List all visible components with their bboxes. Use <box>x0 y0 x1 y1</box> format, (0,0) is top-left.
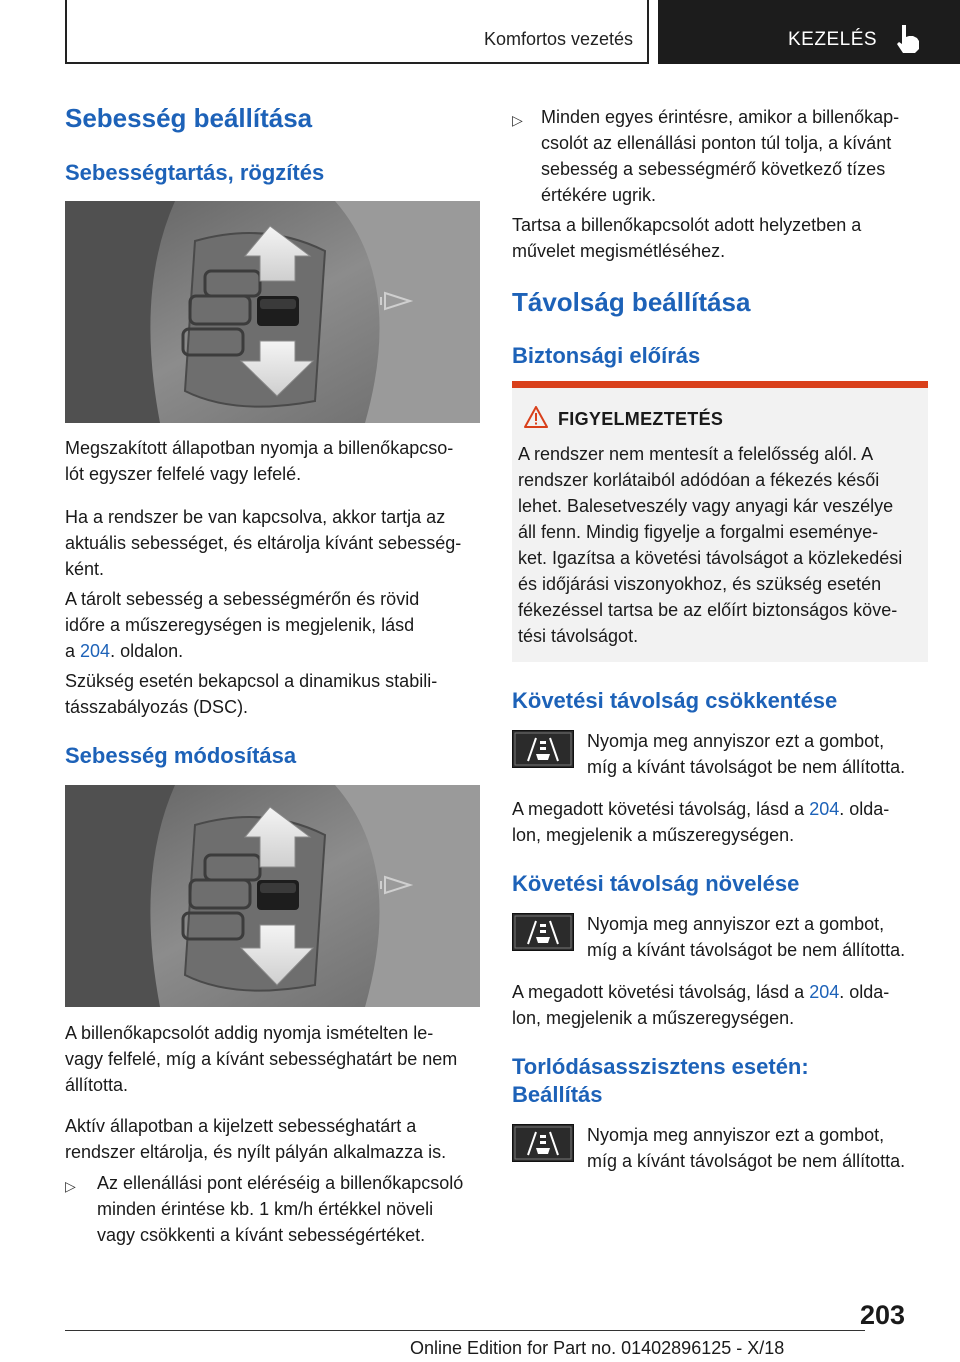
paragraph-stored-limit-line-2: rendszer eltárolja, és nyílt pályán alkalmazza is. <box>65 1142 447 1162</box>
ref-suffix: . olda- <box>839 799 890 819</box>
list-item-line-2: csolót az ellenállási ponton túl tolja, a kívánt <box>541 133 892 153</box>
distance-button-icon <box>512 730 574 768</box>
paragraph-ref-increase-line-2: lon, megjelenik a műszeregységen. <box>512 1008 795 1028</box>
page-number: 203 <box>860 1300 906 1330</box>
warning-line-7: fékezéssel tartsa be az előírt biztonságos köve- <box>518 600 898 620</box>
footer-divider <box>65 1330 865 1331</box>
header-section-title: Komfortos vezetés <box>483 29 633 49</box>
paragraph-dsc-line-2: tásszabályozás (DSC). <box>65 697 249 717</box>
paragraph-stored-suffix: . oldalon. <box>110 641 184 661</box>
paragraph-press-increase-line-2: míg a kívánt távolságot be nem állította. <box>587 940 906 960</box>
subsection-title-cruise: Sebességtartás, rögzítés <box>65 160 325 185</box>
footer-edition: Online Edition for Part no. 01402896125 - X/18 <box>410 1338 785 1358</box>
warning-line-8: tési távolságot. <box>518 626 639 646</box>
header-chapter-label: KEZELÉS <box>788 29 878 50</box>
list-item-line-3: sebesség a sebességmérő következő tízes <box>541 159 886 179</box>
paragraph-ref-decrease-line-2: lon, megjelenik a műszeregységen. <box>512 825 795 845</box>
triangle-bullet-icon: ▷ <box>65 1178 76 1194</box>
paragraph-active-line-2: aktuális sebességet, és eltárolja kívánt sebesség- <box>65 533 462 553</box>
hand-pointer-icon <box>893 22 923 54</box>
list-item-line-1: Az ellenállási pont eléréséig a billenőkapcsoló <box>97 1173 464 1193</box>
steering-wheel-photo-1 <box>65 201 480 423</box>
paragraph-dsc-line-1: Szükség esetén bekapcsol a dinamikus stabili- <box>65 671 438 691</box>
ref-prefix: A megadott követési távolság, lásd a <box>512 982 810 1002</box>
paragraph-stored-line-3 <box>65 638 183 664</box>
ref-suffix: . olda- <box>839 982 890 1002</box>
paragraph-press-increase-line-1: Nyomja meg annyiszor ezt a gombot, <box>587 914 885 934</box>
subsection-title-traffic-jam: Torlódásasszisztens esetén: <box>512 1054 809 1079</box>
warning-line-2: rendszer korlátaiból adódóan a fékezés késői <box>518 470 880 490</box>
paragraph-pause-line-1: Megszakított állapotban nyomja a billenőkapcso- <box>65 438 454 458</box>
triangle-bullet-icon: ▷ <box>512 112 523 128</box>
list-item-line-3: vagy csökkenti a kívánt sebességértéket. <box>97 1225 426 1245</box>
paragraph-hold-line-1: Tartsa a billenőkapcsolót adott helyzetben a <box>512 215 862 235</box>
paragraph-hold-line-2: művelet megismétléséhez. <box>512 241 726 261</box>
list-item-beyond-resistance <box>512 104 932 208</box>
paragraph-press-line-2: vagy felfelé, míg a kívánt sebességhatárt be nem <box>65 1049 458 1069</box>
paragraph-ref-increase-line-1 <box>512 979 889 1005</box>
subsection-title-change-speed: Sebesség módosítása <box>65 743 297 768</box>
distance-button-icon <box>512 1124 574 1162</box>
paragraph-stored-prefix: a <box>65 641 81 661</box>
paragraph-stored-line-1: A tárolt sebesség a sebességmérőn és rövid <box>65 589 420 609</box>
subsection-title-increase: Követési távolság növelése <box>512 871 800 896</box>
list-item-line-1: Minden egyes érintésre, amikor a billenőkap- <box>541 107 900 127</box>
section-title-distance: Távolság beállítása <box>512 287 751 317</box>
paragraph-stored-limit-line-1: Aktív állapotban a kijelzett sebességhatárt a <box>65 1116 417 1136</box>
warning-title: FIGYELMEZTETÉS <box>558 409 724 429</box>
paragraph-press-decrease-line-2: míg a kívánt távolságot be nem állította. <box>587 757 906 777</box>
subsection-title-traffic-jam-setting: Beállítás <box>512 1082 603 1107</box>
warning-line-1: A rendszer nem mentesít a felelősség alól. A <box>518 444 874 464</box>
list-item-resistance <box>65 1170 480 1248</box>
paragraph-active-line-1: Ha a rendszer be van kapcsolva, akkor tartja az <box>65 507 446 527</box>
paragraph-active-line-3: ként. <box>65 559 105 579</box>
warning-line-6: és időjárási viszonyokhoz, és szükség esetén <box>518 574 882 594</box>
paragraph-ref-decrease-line-1 <box>512 796 889 822</box>
page-link-204[interactable]: 204 <box>809 799 840 819</box>
list-item-line-4: értékére ugrik. <box>541 185 657 205</box>
ref-prefix: A megadott követési távolság, lásd a <box>512 799 810 819</box>
page-link-204[interactable]: 204 <box>809 982 840 1002</box>
paragraph-press-decrease-line-1: Nyomja meg annyiszor ezt a gombot, <box>587 731 885 751</box>
warning-line-3: lehet. Balesetveszély vagy anyagi kár veszélye <box>518 496 894 516</box>
subsection-title-safety: Biztonsági előírás <box>512 343 701 368</box>
page-link-204[interactable]: 204 <box>80 641 111 661</box>
paragraph-press-traffic-line-1: Nyomja meg annyiszor ezt a gombot, <box>587 1125 885 1145</box>
warning-line-5: ket. Igazítsa a követési távolságot a közlekedési <box>518 548 903 568</box>
paragraph-press-traffic-line-2: míg a kívánt távolságot be nem állította. <box>587 1151 906 1171</box>
warning-top-bar <box>512 381 928 388</box>
subsection-title-decrease: Követési távolság csökkentése <box>512 688 838 713</box>
section-title-speed: Sebesség beállítása <box>65 103 313 133</box>
header-section-box <box>65 0 649 64</box>
warning-triangle-icon <box>524 406 548 428</box>
distance-button-icon <box>512 913 574 951</box>
paragraph-press-line-3: állította. <box>65 1075 129 1095</box>
steering-wheel-photo-2 <box>65 785 480 1007</box>
paragraph-stored-line-2: időre a műszeregységen is megjelenik, lásd <box>65 615 415 635</box>
paragraph-press-line-1: A billenőkapcsolót addig nyomja ismételten le- <box>65 1023 434 1043</box>
list-item-line-2: minden érintése kb. 1 km/h értékkel növeli <box>97 1199 434 1219</box>
paragraph-pause-line-2: lót egyszer felfelé vagy lefelé. <box>65 464 302 484</box>
warning-line-4: áll fenn. Mindig figyelje a forgalmi eseménye- <box>518 522 879 542</box>
